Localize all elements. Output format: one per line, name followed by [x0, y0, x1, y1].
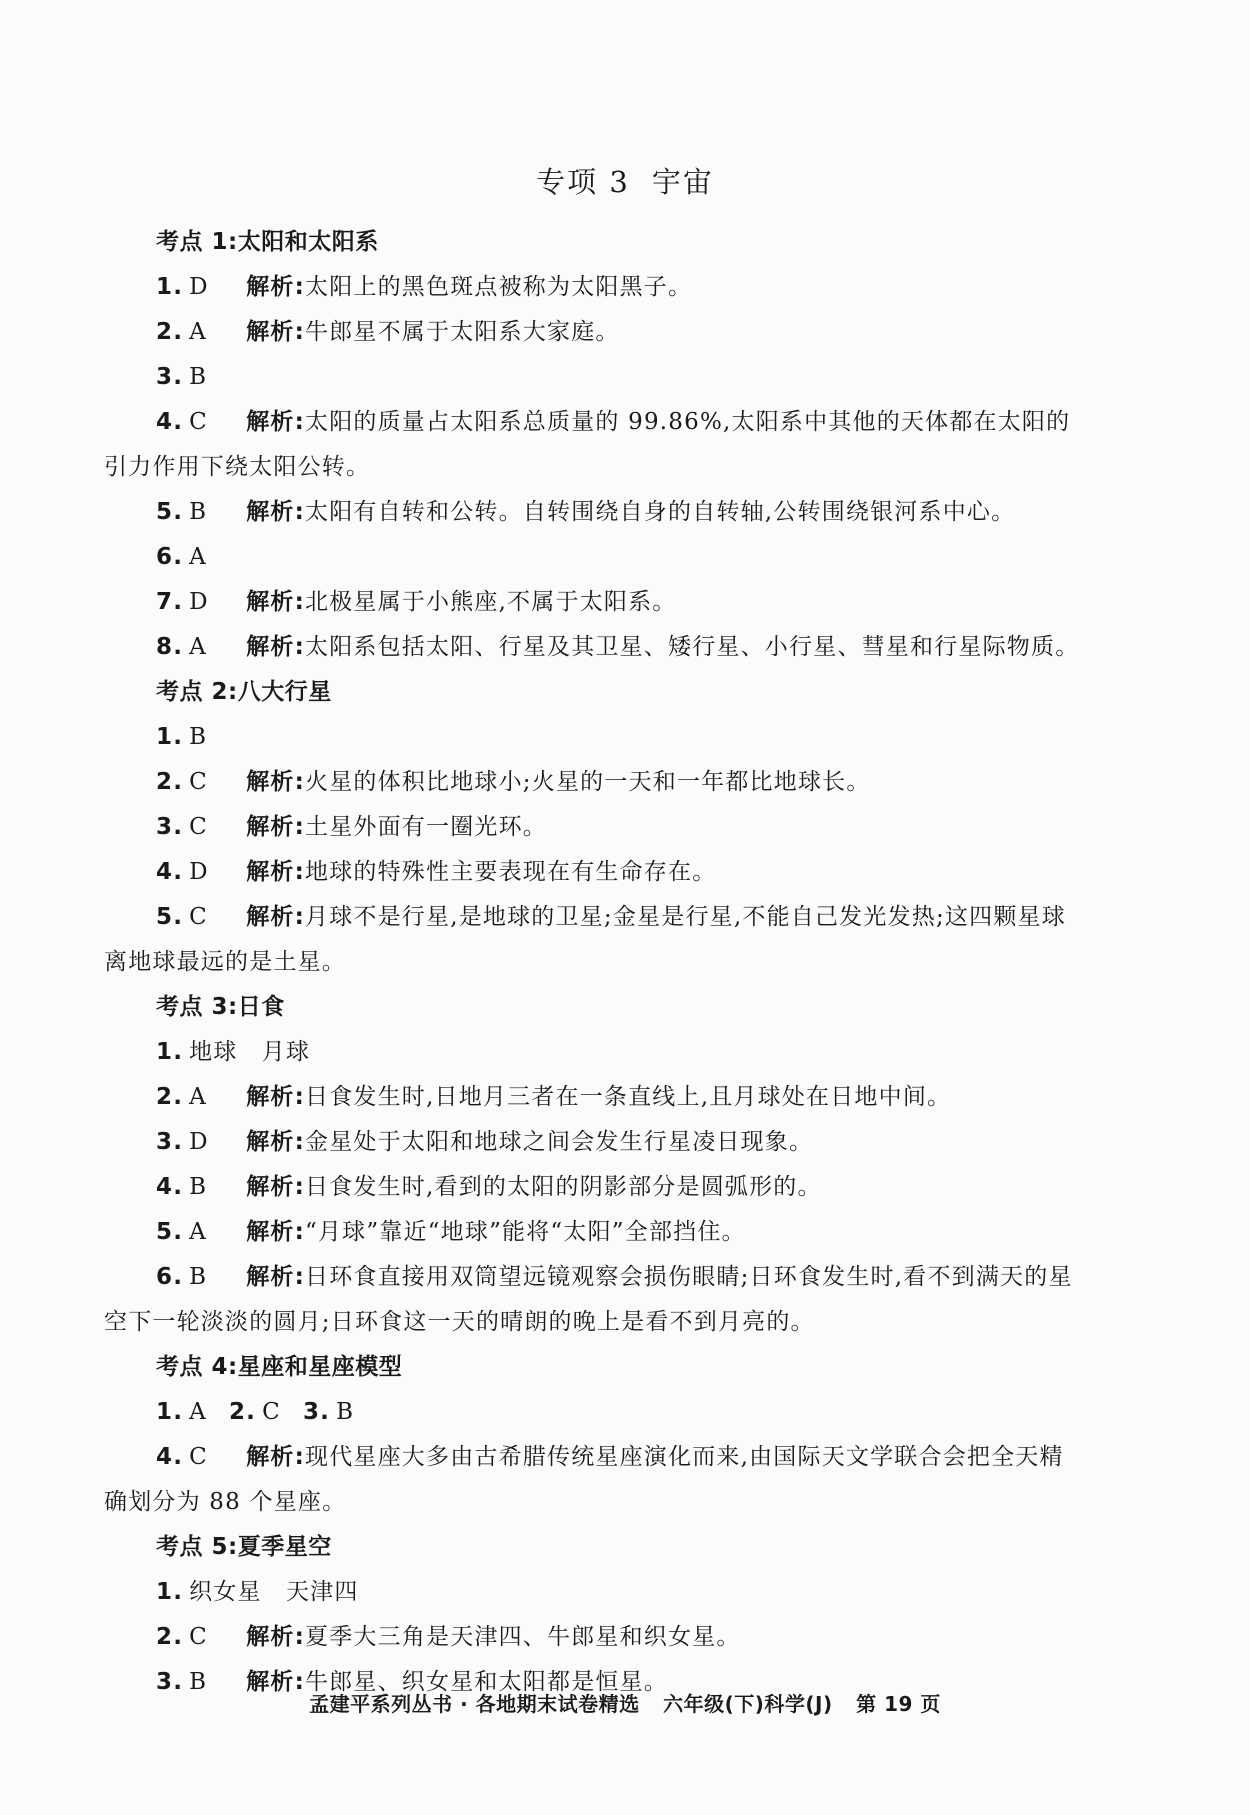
answer-choice: A	[189, 319, 207, 345]
answer-choice: B	[189, 364, 208, 390]
explanation-label: 解析:	[246, 1669, 305, 1695]
answer-row	[104, 580, 1114, 625]
question-number: 3.	[156, 1129, 184, 1155]
section-heading: 考点 5:夏季星空	[156, 1534, 332, 1560]
question-number: 5.	[156, 499, 184, 525]
explanation-label: 解析:	[246, 814, 305, 840]
answer-choice: A	[189, 544, 207, 570]
explanation-label: 解析:	[246, 1219, 305, 1245]
explanation-text: 地球的特殊性主要表现在有生命存在。	[305, 859, 717, 885]
footer-grade: 六年级(下)科学(J)	[663, 1692, 833, 1716]
question-number: 1.	[156, 1039, 184, 1065]
question-number: 2.	[228, 1399, 257, 1425]
explanation-text: 太阳系包括太阳、行星及其卫星、矮行星、小行星、彗星和行星际物质。	[305, 634, 1080, 660]
question-number: 8.	[156, 634, 184, 660]
question-number: 4.	[156, 1444, 184, 1470]
answer-choice: B	[189, 1669, 208, 1695]
explanation-label: 解析:	[246, 409, 305, 435]
answer-choice: B	[189, 1264, 208, 1290]
answer-choice: A	[189, 1084, 207, 1110]
answer-choice: C	[189, 1444, 208, 1470]
answer-row	[104, 1210, 1114, 1255]
answer-choice: B	[189, 499, 208, 525]
question-number: 1.	[156, 1399, 184, 1425]
question-number: 2.	[156, 1624, 184, 1650]
explanation-text: 日食发生时,看到的太阳的阴影部分是圆弧形的。	[305, 1174, 822, 1200]
explanation-continuation: 确划分为 88 个星座。	[104, 1489, 347, 1515]
explanation-label: 解析:	[246, 274, 305, 300]
answer-row	[104, 895, 1114, 940]
answer-row	[104, 1390, 1114, 1435]
question-number: 1.	[156, 1579, 184, 1605]
explanation-label: 解析:	[246, 1264, 305, 1290]
explanation-text: 太阳上的黑色斑点被称为太阳黑子。	[305, 274, 693, 300]
question-number: 3.	[156, 814, 184, 840]
answer-choice: B	[189, 1174, 208, 1200]
answer-choice: A	[189, 1219, 207, 1245]
answer-row	[104, 1255, 1114, 1300]
explanation-text: 太阳有自转和公转。自转围绕自身的自转轴,公转围绕银河系中心。	[305, 499, 1016, 525]
section-heading: 考点 2:八大行星	[156, 679, 332, 705]
answer-row	[104, 310, 1114, 355]
explanation-text: 太阳的质量占太阳系总质量的 99.86%,太阳系中其他的天体都在太阳的	[305, 409, 1071, 435]
answer-choice: B	[189, 724, 208, 750]
answer-row	[104, 265, 1114, 310]
answer-row	[104, 400, 1114, 445]
question-number: 3.	[156, 1669, 184, 1695]
question-number: 1.	[156, 274, 184, 300]
question-number: 3.	[156, 364, 184, 390]
answer-choice: C	[262, 1399, 281, 1425]
answer-choice: C	[189, 814, 208, 840]
explanation-text: 土星外面有一圈光环。	[305, 814, 547, 840]
explanation-continuation: 引力作用下绕太阳公转。	[104, 454, 371, 480]
answer-choice: A	[189, 1399, 207, 1425]
answer-choice: D	[189, 589, 209, 615]
question-number: 2.	[156, 769, 184, 795]
explanation-label: 解析:	[246, 1444, 305, 1470]
section-heading: 考点 3:日食	[156, 994, 285, 1020]
answer-choice: D	[189, 274, 209, 300]
explanation-text: 夏季大三角是天津四、牛郎星和织女星。	[305, 1624, 741, 1650]
question-number: 5.	[156, 1219, 184, 1245]
section-heading: 考点 1:太阳和太阳系	[156, 229, 379, 255]
explanation-label: 解析:	[246, 769, 305, 795]
explanation-text: 火星的体积比地球小;火星的一天和一年都比地球长。	[305, 769, 871, 795]
answer-group	[303, 1390, 354, 1435]
explanation-text: 月球不是行星,是地球的卫星;金星是行星,不能自己发光发热;这四颗星球	[305, 904, 1066, 930]
explanation-text: 金星处于太阳和地球之间会发生行星凌日现象。	[305, 1129, 814, 1155]
answer-row	[104, 1120, 1114, 1165]
explanation-text: 牛郎星不属于太阳系大家庭。	[305, 319, 620, 345]
question-number: 4.	[156, 859, 184, 885]
question-number: 2.	[156, 319, 184, 345]
answer-row	[104, 850, 1114, 895]
answer-group	[156, 1390, 207, 1435]
explanation-label: 解析:	[246, 1624, 305, 1650]
question-number: 3.	[302, 1399, 331, 1425]
explanation-label: 解析:	[246, 319, 305, 345]
answer-content	[104, 220, 1114, 1705]
answer-row	[104, 1615, 1114, 1660]
explanation-label: 解析:	[246, 904, 305, 930]
answer-choice: C	[189, 1624, 208, 1650]
answer-group	[229, 1390, 281, 1435]
answer-choice: D	[189, 859, 209, 885]
explanation-text: 北极星属于小熊座,不属于太阳系。	[305, 589, 677, 615]
question-number: 4.	[156, 409, 184, 435]
answer-row	[104, 625, 1114, 670]
answer-choice: 织女星 天津四	[189, 1579, 359, 1605]
title-name: 宇宙	[651, 165, 714, 199]
question-number: 5.	[156, 904, 184, 930]
answer-row	[104, 1165, 1114, 1210]
explanation-label: 解析:	[246, 499, 305, 525]
question-number: 7.	[156, 589, 184, 615]
explanation-continuation: 离地球最远的是土星。	[104, 949, 346, 975]
explanation-label: 解析:	[246, 1174, 305, 1200]
explanation-continuation: 空下一轮淡淡的圆月;日环食这一天的晴朗的晚上是看不到月亮的。	[104, 1309, 815, 1335]
answer-choice: B	[336, 1399, 355, 1425]
explanation-text: 牛郎星、织女星和太阳都是恒星。	[305, 1669, 668, 1695]
page-title	[0, 160, 1250, 201]
section-heading: 考点 4:星座和星座模型	[156, 1354, 403, 1380]
answer-row	[104, 715, 1114, 760]
answer-choice: D	[189, 1129, 209, 1155]
answer-choice: A	[189, 634, 207, 660]
explanation-text: 日环食直接用双筒望远镜观察会损伤眼睛;日环食发生时,看不到满天的星	[305, 1264, 1073, 1290]
explanation-text: 日食发生时,日地月三者在一条直线上,且月球处在日地中间。	[305, 1084, 952, 1110]
title-prefix: 专项 3	[536, 165, 630, 199]
page-footer	[0, 1688, 1250, 1717]
explanation-text: “月球”靠近“地球”能将“太阳”全部挡住。	[305, 1219, 746, 1245]
question-number: 1.	[156, 724, 184, 750]
answer-choice: 地球 月球	[189, 1039, 311, 1065]
explanation-label: 解析:	[246, 589, 305, 615]
explanation-label: 解析:	[246, 1129, 305, 1155]
question-number: 4.	[156, 1174, 184, 1200]
answer-choice: C	[189, 904, 208, 930]
answer-row	[104, 760, 1114, 805]
answer-row	[104, 490, 1114, 535]
footer-series: 孟建平系列丛书 · 各地期末试卷精选	[309, 1692, 640, 1716]
question-number: 2.	[156, 1084, 184, 1110]
question-number: 6.	[156, 544, 184, 570]
footer-page-number: 第 19 页	[856, 1692, 941, 1716]
answer-row	[104, 355, 1114, 400]
answer-row	[104, 1030, 1114, 1075]
question-number: 6.	[156, 1264, 184, 1290]
explanation-label: 解析:	[246, 859, 305, 885]
answer-row	[104, 1570, 1114, 1615]
answer-row	[104, 1075, 1114, 1120]
answer-choice: C	[189, 409, 208, 435]
explanation-label: 解析:	[246, 1084, 305, 1110]
answer-choice: C	[189, 769, 208, 795]
explanation-text: 现代星座大多由古希腊传统星座演化而来,由国际天文学联合会把全天精	[305, 1444, 1064, 1470]
explanation-label: 解析:	[246, 634, 305, 660]
answer-row	[104, 535, 1114, 580]
answer-row	[104, 1435, 1114, 1480]
answer-row	[104, 805, 1114, 850]
